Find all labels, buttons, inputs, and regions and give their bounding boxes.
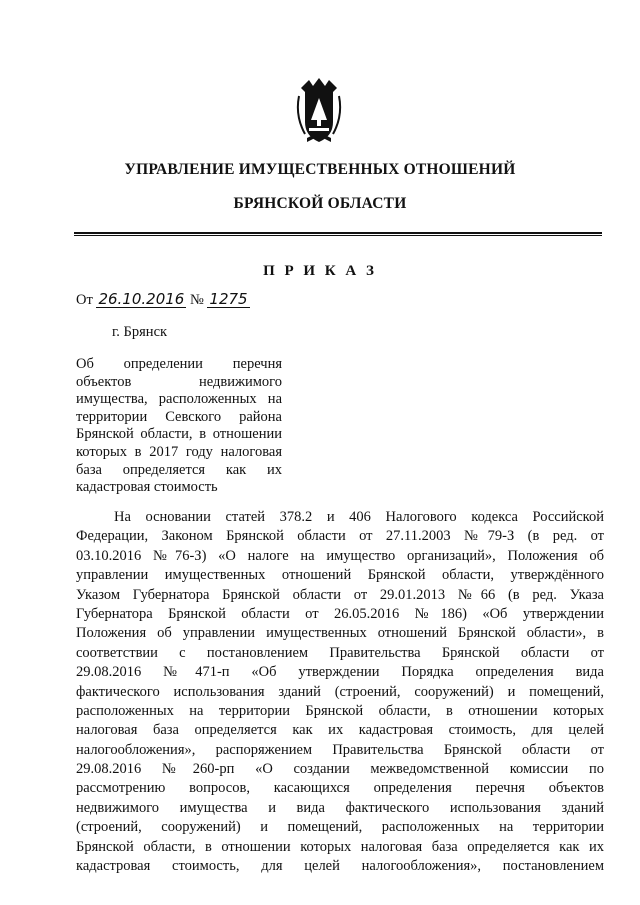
header-rule-thick [74,232,602,234]
body-line: 29.08.2016 №260-рп «О создании межведомственной комиссии по [76,761,604,778]
body-line: соответствии с постановлением Правительства Брянской области от [76,644,604,661]
body-line: кадастровая стоимость, для целей налогообложения», постановлением [76,858,604,875]
body-line: недвижимого имущества и вида фактического использования зданий [76,799,604,816]
body-line: расположенных на территории Брянской области, в отношении которых [76,702,604,719]
body-line: фактического использования зданий (строений, сооружений) и помещений, [76,683,604,700]
date-prefix: От [76,292,93,308]
body-line: Положения об управлении имущественных отношений Брянской области», в [76,625,604,642]
organization-name-line2: БРЯНСКОЙ ОБЛАСТИ [233,195,407,212]
handwritten-date: 26.10.2016 [98,290,185,308]
subject-line: объектов недвижимого [76,373,282,390]
body-paragraph [76,508,604,876]
body-line: Губернатора Брянской области от 26.05.2016 №186) «Об утверждении [76,605,604,622]
subject-line: территории Севского района [76,408,282,425]
city-label: г. Брянск [112,324,168,340]
subject-line: имущества, расположенных на [76,391,282,408]
subject-line: Об определении перечня [76,356,282,372]
body-line: Федерации, Законом Брянской области от 27.11.2003 №79-З (в ред. от [76,528,604,545]
subject-line: которых в 2017 году налоговая [76,443,282,460]
order-date-number [76,291,250,309]
body-line: управлении имущественных отношений Брянской области, утверждённого [76,567,604,584]
body-line: Брянской области, в отношении которых налоговая база определяется как их [76,838,604,855]
body-line: 29.08.2016 №471-п «Об утверждении Порядка определения вида [76,664,604,681]
body-line: налоговая база определяется как их кадастровая стоимость, для целей [76,722,604,739]
handwritten-number: 1275 [209,290,248,308]
document-title: П Р И К А З [263,263,377,279]
body-line: (строений, сооружений) и помещений, расположенных на территории [76,819,604,836]
header-rule-thin [74,235,602,236]
body-line: Указом Губернатора Брянской области от 29.01.2013 №66 (в ред. Указа [76,586,604,603]
number-prefix: № [189,292,204,308]
order-subject [76,356,282,497]
organization-name-line1: УПРАВЛЕНИЕ ИМУЩЕСТВЕННЫХ ОТНОШЕНИЙ [124,161,516,178]
body-line: налогообложения», распоряжением Правительства Брянской области от [76,741,604,758]
subject-line: Брянской области, в отношении [76,426,282,443]
coat-of-arms-icon [291,76,347,146]
subject-line: кадастровая стоимость [76,479,218,496]
subject-line: база определяется как их [76,461,282,478]
body-line: 03.10.2016 №76-З) «О налоге на имущество организаций», Положения об [76,547,604,564]
body-line: На основании статей 378.2 и 406 Налогового кодекса Российской [114,509,604,525]
body-line: рассмотрению вопросов, касающихся определения перечня объектов [76,780,604,797]
